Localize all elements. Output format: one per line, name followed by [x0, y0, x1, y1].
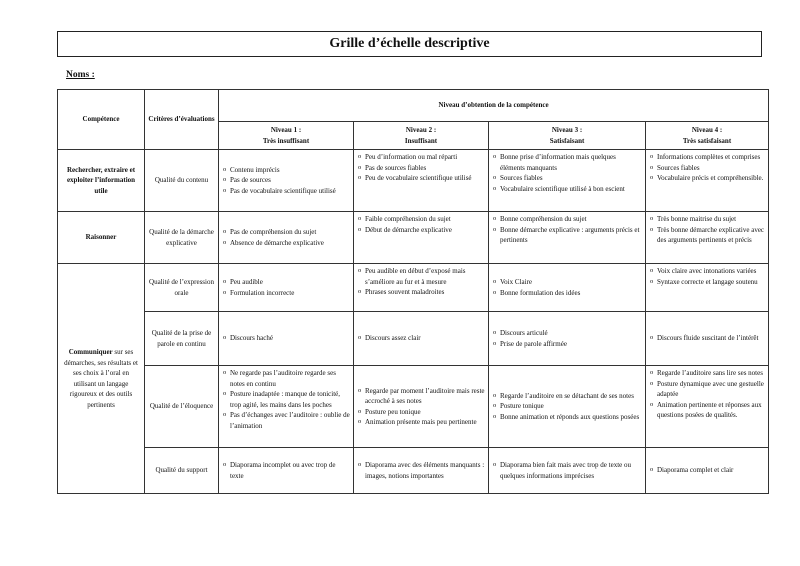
- level-cell: [354, 264, 489, 312]
- criterion-item: o Discours articulé: [492, 328, 642, 339]
- criterion-item: o Regarde l’auditoire sans lire ses notes: [649, 368, 765, 379]
- criterion-item: o Bonne démarche explicative : arguments précis et pertinents: [492, 225, 642, 246]
- level-cell: [354, 366, 489, 448]
- level-name: Niveau 2 :: [405, 126, 437, 134]
- competence-bold: Communiquer: [68, 348, 113, 356]
- criterion-item: o Ne regarde pas l’auditoire regarde ses notes en continu: [222, 368, 350, 389]
- page-title-box: [57, 31, 762, 57]
- criterion-item: o Sources fiables: [649, 163, 765, 174]
- header-level-4: [646, 122, 769, 150]
- criterion-item: o Prise de parole affirmée: [492, 339, 642, 350]
- level-cell: [219, 150, 354, 212]
- level-cell: [219, 312, 354, 366]
- criterion-item: o Regarde l’auditoire en se détachant de ses notes: [492, 391, 642, 402]
- header-competence: Compétence: [58, 90, 145, 150]
- header-row-top: [58, 90, 769, 122]
- critere-cell: Qualité de la prise de parole en continu: [145, 312, 219, 366]
- criterion-item: o Absence de démarche explicative: [222, 238, 350, 249]
- level-cell: [489, 212, 646, 264]
- criterion-item: o Posture dynamique avec une gestuelle adaptée: [649, 379, 765, 400]
- header-niveau-obtention: Niveau d’obtention de la compétence: [219, 90, 769, 122]
- criterion-item: o Diaporama complet et clair: [649, 465, 765, 476]
- criterion-item: o Pas de compréhension du sujet: [222, 227, 350, 238]
- criterion-item: o Bonne prise d’information mais quelques éléments manquants: [492, 152, 642, 173]
- level-cell: [219, 448, 354, 494]
- competence-rest: sur ses démarches, ses résultats et ses choix à l’oral en utilisant un langage rigoureux et des outils pertinents: [64, 348, 138, 409]
- criterion-item: o Début de démarche explicative: [357, 225, 485, 236]
- critere-cell: Qualité du contenu: [145, 150, 219, 212]
- header-level-1: [219, 122, 354, 150]
- table-row: [58, 448, 769, 494]
- criterion-item: o Pas de sources: [222, 175, 350, 186]
- noms-label: Noms :: [66, 70, 95, 80]
- level-desc: Très insuffisant: [262, 136, 310, 145]
- level-name: Niveau 1 :: [270, 126, 302, 134]
- level-desc: Insuffisant: [404, 136, 438, 145]
- level-desc: Satisfaisant: [549, 136, 585, 145]
- level-cell: [646, 212, 769, 264]
- level-cell: [219, 264, 354, 312]
- criterion-item: o Voix claire avec intonations variées: [649, 266, 765, 277]
- table-row: [58, 150, 769, 212]
- criterion-item: o Bonne formulation des idées: [492, 288, 642, 299]
- level-cell: [219, 212, 354, 264]
- rubric-table: [57, 89, 769, 494]
- header-criteres: Critères d’évaluations: [145, 90, 219, 150]
- criterion-item: o Contenu imprécis: [222, 165, 350, 176]
- criterion-item: o Animation présente mais peu pertinente: [357, 417, 485, 428]
- level-cell: [489, 150, 646, 212]
- criterion-item: o Vocabulaire scientifique utilisé à bon escient: [492, 184, 642, 195]
- criterion-item: o Discours assez clair: [357, 333, 485, 344]
- level-cell: [646, 366, 769, 448]
- criterion-item: o Peu de vocabulaire scientifique utilisé: [357, 173, 485, 184]
- competence-cell: Raisonner: [58, 212, 145, 264]
- criterion-item: o Diaporama bien fait mais avec trop de texte ou quelques informations imprécises: [492, 460, 642, 481]
- critere-cell: Qualité du support: [145, 448, 219, 494]
- criterion-item: o Discours haché: [222, 333, 350, 344]
- level-cell: [489, 264, 646, 312]
- criterion-item: o Pas de vocabulaire scientifique utilisé: [222, 186, 350, 197]
- level-name: Niveau 3 :: [551, 126, 583, 134]
- table-row: [58, 312, 769, 366]
- criterion-item: o Bonne animation et réponds aux questions posées: [492, 412, 642, 423]
- table-row: [58, 212, 769, 264]
- level-cell: [489, 448, 646, 494]
- criterion-item: o Faible compréhension du sujet: [357, 214, 485, 225]
- critere-cell: Qualité de la démarche explicative: [145, 212, 219, 264]
- criterion-item: o Bonne compréhension du sujet: [492, 214, 642, 225]
- level-cell: [646, 448, 769, 494]
- critere-cell: Qualité de l’éloquence: [145, 366, 219, 448]
- criterion-item: o Vocabulaire précis et compréhensible.: [649, 173, 765, 184]
- criterion-item: o Peu audible en début d’exposé mais s’améliore au fur et à mesure: [357, 266, 485, 287]
- criterion-item: o Syntaxe correcte et langage soutenu: [649, 277, 765, 288]
- level-name: Niveau 4 :: [691, 126, 723, 134]
- criterion-item: o Formulation incorrecte: [222, 288, 350, 299]
- criterion-item: o Très bonne démarche explicative avec des arguments pertinents et précis: [649, 225, 765, 246]
- competence-cell: [58, 264, 145, 494]
- table-row: [58, 264, 769, 312]
- criterion-item: o Très bonne maitrise du sujet: [649, 214, 765, 225]
- table-row: [58, 366, 769, 448]
- level-cell: [354, 312, 489, 366]
- criterion-item: o Informations complètes et comprises: [649, 152, 765, 163]
- level-cell: [646, 150, 769, 212]
- criterion-item: o Pas de sources fiables: [357, 163, 485, 174]
- criterion-item: o Pas d’échanges avec l’auditoire : oublie de l’animation: [222, 410, 350, 431]
- criterion-item: o Diaporama incomplet ou avec trop de texte: [222, 460, 350, 481]
- critere-cell: Qualité de l’expression orale: [145, 264, 219, 312]
- level-cell: [489, 366, 646, 448]
- criterion-item: o Posture peu tonique: [357, 407, 485, 418]
- level-desc: Très satisfaisant: [682, 136, 732, 145]
- criterion-item: o Discours fluide suscitant de l’intérêt: [649, 333, 765, 344]
- criterion-item: o Voix Claire: [492, 277, 642, 288]
- level-cell: [489, 312, 646, 366]
- criterion-item: o Sources fiables: [492, 173, 642, 184]
- criterion-item: o Peu audible: [222, 277, 350, 288]
- criterion-item: o Posture inadaptée : manque de tonicité, trop agité, les mains dans les poches: [222, 389, 350, 410]
- criterion-item: o Animation pertinente et réponses aux questions posées de qualités.: [649, 400, 765, 421]
- criterion-item: o Regarde par moment l’auditoire mais reste accroché à ses notes: [357, 386, 485, 407]
- criterion-item: o Phrases souvent maladroites: [357, 287, 485, 298]
- competence-cell: Rechercher, extraire et exploiter l’information utile: [58, 150, 145, 212]
- criterion-item: o Posture tonique: [492, 401, 642, 412]
- level-cell: [354, 212, 489, 264]
- criterion-item: o Diaporama avec des éléments manquants : images, notions importantes: [357, 460, 485, 481]
- header-level-2: [354, 122, 489, 150]
- level-cell: [646, 264, 769, 312]
- level-cell: [219, 366, 354, 448]
- level-cell: [354, 150, 489, 212]
- level-cell: [646, 312, 769, 366]
- level-cell: [354, 448, 489, 494]
- header-level-3: [489, 122, 646, 150]
- criterion-item: o Peu d’information ou mal réparti: [357, 152, 485, 163]
- page-title: Grille d’échelle descriptive: [329, 36, 490, 51]
